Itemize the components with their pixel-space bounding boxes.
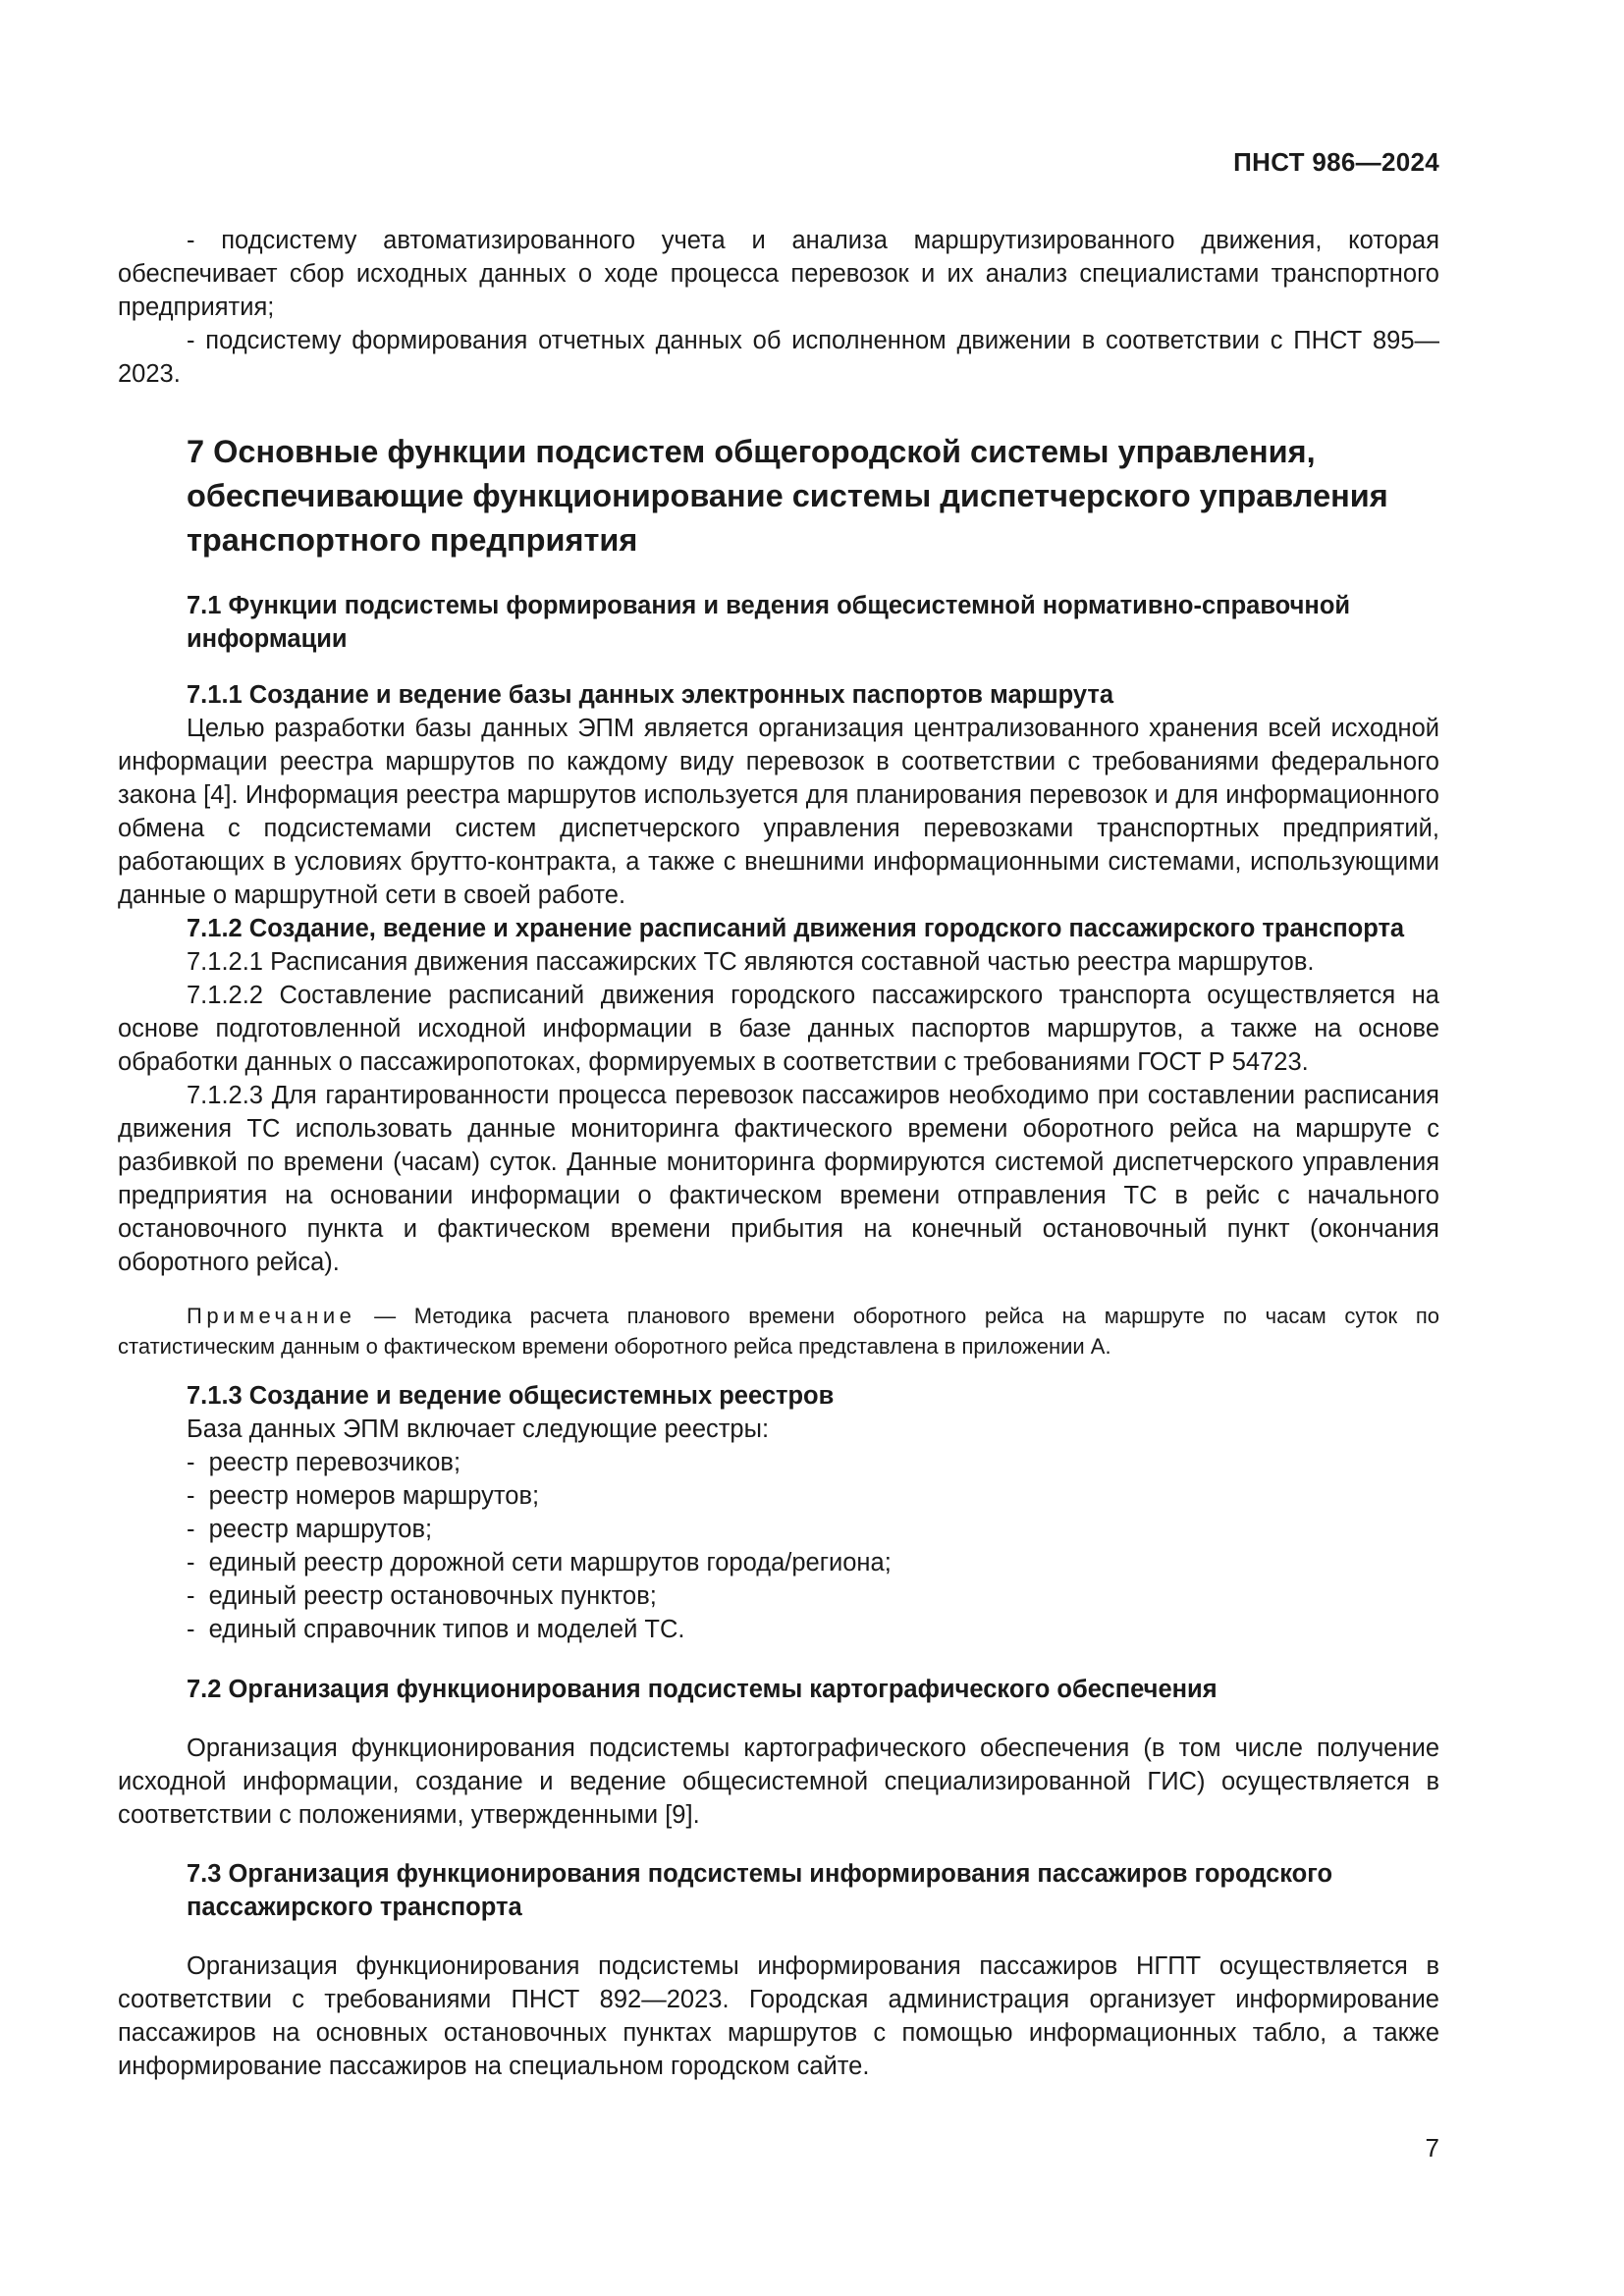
section-7-1-title: 7.1 Функции подсистемы формирования и ведения общесистемной нормативно-справочной информации [187,592,1351,653]
list-item: - единый справочник типов и моделей ТС. [187,1616,685,1643]
list-item: - единый реестр остановочных пунктов; [187,1582,657,1610]
document-content [118,224,1439,2083]
list-item: - реестр маршрутов; [187,1516,433,1543]
note [118,1301,1439,1362]
section-7-1-1-title: 7.1.1 Создание и ведение базы данных электронных паспортов маршрута [187,681,1113,709]
paragraph-7-1-2-3: 7.1.2.3 Для гарантированности процесса перевозок пассажиров необходимо при составлении расписания движения ТС использовать данные мониторинга фактического времени оборотного рейса на маршруте с разбивкой по времени (часам) суток. Данные мониторинга формируются системой диспетчерского управления предприятия на основании информации о фактическом времени отправления ТС в рейс с начального остановочного пункта и фактическом времени прибытия на конечный остановочный пункт (окончания оборотного рейса). [118,1082,1439,1276]
registries-list [118,1446,1439,1646]
section-7-1-3-title: 7.1.3 Создание и ведение общесистемных реестров [187,1382,835,1410]
intro-item-2: - подсистему формирования отчетных данных об исполненном движении в соответствии с ПНСТ 895—2023. [118,327,1439,388]
registries-intro: База данных ЭПМ включает следующие реестры: [187,1415,770,1443]
paragraph-7-1-2-1: 7.1.2.1 Расписания движения пассажирских ТС являются составной частью реестра маршрутов. [187,948,1315,976]
note-label: Примечание [187,1304,356,1328]
note-text: — Методика расчета планового времени оборотного рейса на маршруте по часам суток по статистическим данным о фактическом времени оборотного рейса представлена в приложении А. [118,1304,1439,1359]
section-7-2-title: 7.2 Организация функционирования подсистемы картографического обеспечения [187,1676,1218,1703]
page-number: 7 [1425,2133,1439,2163]
section-7-2-text: Организация функционирования подсистемы картографического обеспечения (в том числе получение исходной информации, создание и ведение общесистемной специализированной ГИС) осуществляется в соответствии с положениями, утвержденными [9]. [118,1735,1439,1829]
list-item: - реестр номеров маршрутов; [187,1482,540,1510]
section-7-title: 7 Основные функции подсистем общегородской системы управления, обеспечивающие функционирование системы диспетчерского управления транспортного предприятия [187,434,1388,558]
section-7-1-1-text: Целью разработки базы данных ЭПМ является организация централизованного хранения всей исходной информации реестра маршрутов по каждому виду перевозок в соответствии с требованиями федерального закона [4]. Информация реестра маршрутов используется для планирования перевозок и для информационного обмена с подсистемами систем диспетчерского управления перевозками транспортных предприятий, работающих в условиях брутто-контракта, а также с внешними информационными системами, использующими данные о маршрутной сети в своей работе. [118,715,1439,909]
section-7-3-title: 7.3 Организация функционирования подсистемы информирования пассажиров городского пассажирского транспорта [187,1860,1333,1921]
list-item: - реестр перевозчиков; [187,1449,461,1476]
section-7-3-text: Организация функционирования подсистемы информирования пассажиров НГПТ осуществляется в соответствии с требованиями ПНСТ 892—2023. Городская администрация организует информирование пассажиров на основных остановочных пунктах маршрутов с помощью информационных табло, а также информирование пассажиров на специальном городском сайте. [118,1952,1439,2080]
section-7-1-2-title: 7.1.2 Создание, ведение и хранение расписаний движения городского пассажирского транспорта [187,915,1405,942]
document-id-header: ПНСТ 986—2024 [1233,147,1439,177]
list-item: - единый реестр дорожной сети маршрутов города/региона; [187,1549,892,1576]
document-page [118,0,1439,2296]
paragraph-7-1-2-2: 7.1.2.2 Составление расписаний движения городского пассажирского транспорта осуществляется на основе подготовленной исходной информации в базе данных паспортов маршрутов, а также на основе обработки данных о пассажиропотоках, формируемых в соответствии с требованиями ГОСТ Р 54723. [118,982,1439,1076]
intro-item-1: - подсистему автоматизированного учета и анализа маршрутизированного движения, которая обеспечивает сбор исходных данных о ходе процесса перевозок и их анализ специалистами транспортного предприятия; [118,227,1439,321]
